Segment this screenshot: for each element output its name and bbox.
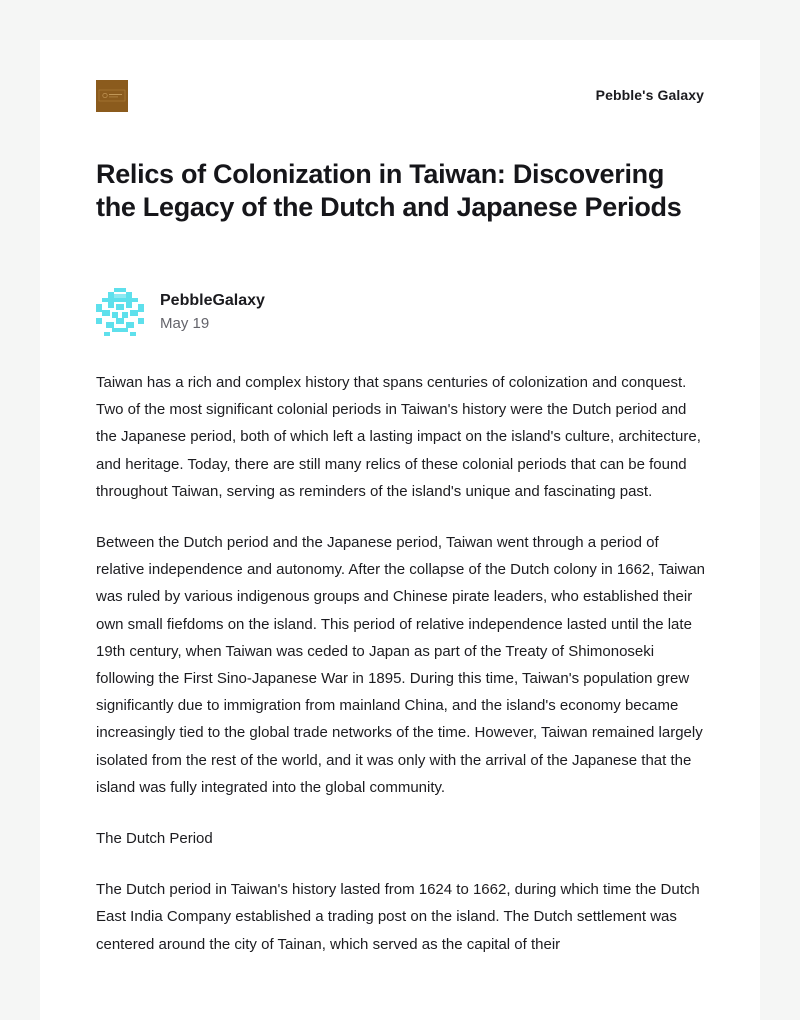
body-paragraph: Taiwan has a rich and complex history that spans centuries of colonization and conquest. Two of the most significant colonial periods in Taiwan's history were the Dutch period and the Japanese period, both of which left a lasting impact on the island's culture, architecture, and heritage. Today, there are still many relics of these colonial periods that can be found throughout Taiwan, serving as reminders of the island's unique and fascinating past. bbox=[96, 374, 701, 500]
body-paragraph: Between the Dutch period and the Japanese period, Taiwan went through a period of relative independence and autonomy. After the collapse of the Dutch colony in 1662, Taiwan was ruled by various indigenous groups and Chinese pirate leaders, who established their own small fiefdoms on the island. This period of relative independence lasted until the late 19th century, when Taiwan was ceded to Japan as part of the Treaty of Shimonoseki following the First Sino-Japanese War in 1895. During this time, Taiwan's population grew significantly due to immigration from mainland China, and the island's economy became increasingly tied to the global trade networks of the time. However, Taiwan remained largely isolated from the rest of the world, and it was only with the arrival of the Japanese that the island was fully integrated into the global community. bbox=[96, 534, 706, 796]
post-title: Relics of Colonization in Taiwan: Discovering the Legacy of the Dutch and Japanese Periods bbox=[96, 159, 682, 222]
post-body bbox=[96, 369, 708, 982]
body-paragraph: The Dutch period in Taiwan's history lasted from 1624 to 1662, during which time the Dutch East India Company established a trading post on the island. The Dutch settlement was centered around the city of Tainan, which served as the capital of their bbox=[96, 881, 700, 953]
avatar-identicon-icon[interactable] bbox=[96, 288, 144, 336]
section-heading-dutch-period: The Dutch Period bbox=[96, 830, 213, 848]
post-card bbox=[40, 40, 760, 1020]
site-logo-icon[interactable] bbox=[96, 80, 128, 112]
site-header bbox=[96, 80, 704, 112]
post-date: May 19 bbox=[160, 315, 210, 332]
author-block bbox=[96, 288, 704, 336]
site-name-link[interactable]: Pebble's Galaxy bbox=[595, 87, 704, 103]
author-name-link[interactable]: PebbleGalaxy bbox=[160, 292, 265, 309]
